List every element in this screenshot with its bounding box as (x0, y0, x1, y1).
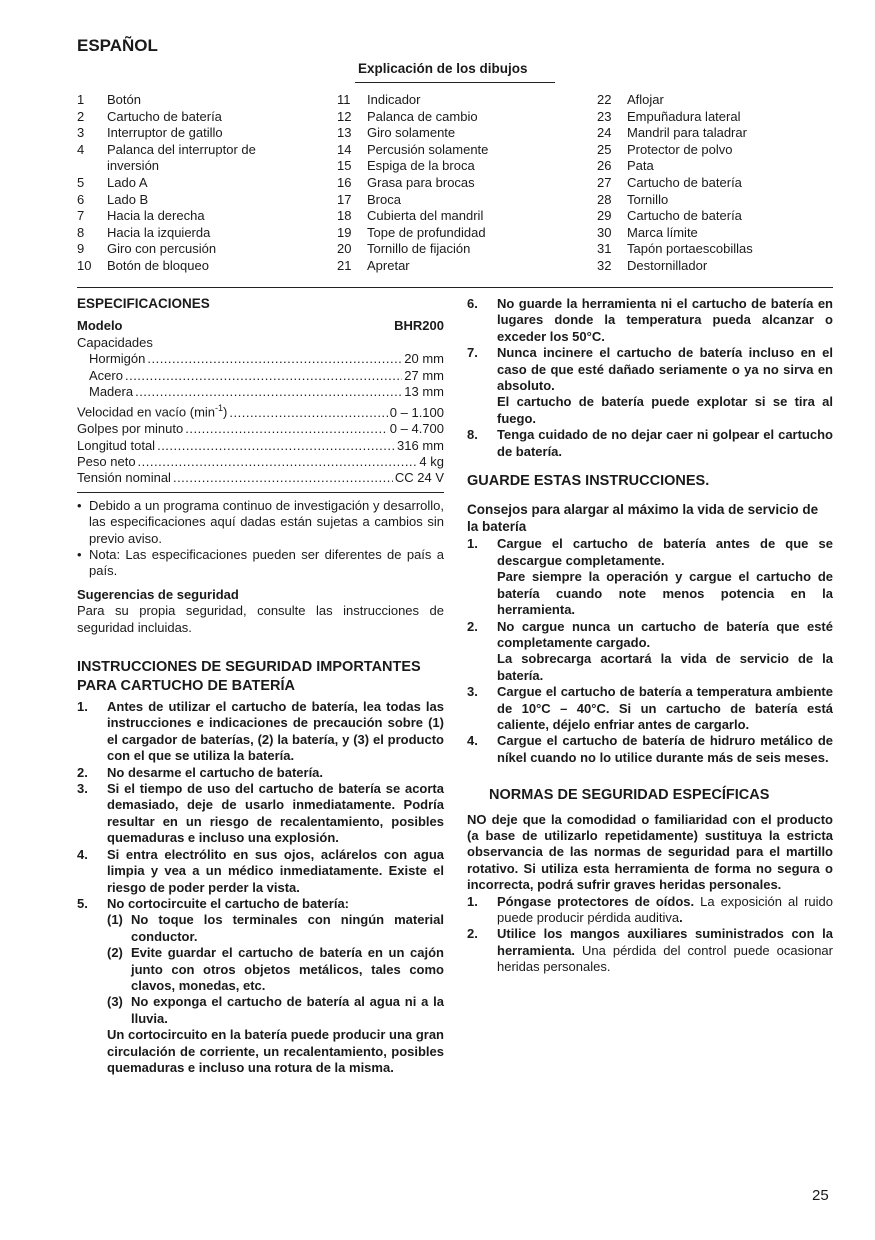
part-item (337, 241, 567, 258)
part-item (597, 208, 833, 225)
part-item (77, 92, 307, 109)
part-number: 5 (77, 174, 85, 190)
spec-value: 13 mm (404, 384, 444, 400)
battery-life-number: 3. (467, 684, 478, 700)
spec-row (77, 384, 444, 400)
spec-leader (185, 421, 388, 437)
part-item (337, 208, 567, 225)
model-value: BHR200 (394, 318, 444, 334)
battery-safety-item (77, 765, 444, 781)
part-number: 1 (77, 92, 85, 107)
part-number: 26 (597, 158, 612, 174)
part-item (337, 142, 567, 159)
part-label: Espiga de la broca (367, 158, 475, 174)
battery-safety-text (497, 427, 833, 460)
battery-safety-item (77, 781, 444, 847)
battery-life-heading: Consejos para alargar al máximo la vida de servicio de la batería (467, 502, 819, 535)
part-number: 6 (77, 191, 85, 207)
part-item (77, 208, 307, 225)
spec-value: 20 mm (404, 351, 444, 367)
battery-safety-sub-main: No toque los terminales con ningún material conductor. (131, 912, 444, 944)
item5-tail-text: Un cortocircuito en la batería puede producir una gran circulación de corriente, un recalentamiento, posibles quemaduras e incluso una rotura de la misma. (107, 1027, 444, 1075)
battery-safety-number: 6. (467, 296, 478, 311)
battery-life-item (467, 536, 833, 618)
drawings-title: Explicación de los dibujos (358, 61, 528, 76)
specific-rule-text (497, 926, 833, 975)
battery-safety-main: No desarme el cartucho de batería. (107, 764, 324, 780)
specs-heading: ESPECIFICACIONES (77, 296, 210, 311)
part-item (597, 225, 833, 242)
parts-column-2 (337, 92, 567, 275)
battery-safety-main: Si el tiempo de uso del cartucho de batería se acorta demasiado, deje de usarlo inmediatamente. Podría resultar en un riesgo de recalentamiento, posibles quemaduras e incluso una explosión. (107, 781, 444, 846)
battery-life-item (467, 684, 833, 733)
specific-rules-heading: NORMAS DE SEGURIDAD ESPECÍFICAS (489, 787, 770, 804)
part-item (597, 109, 833, 126)
battery-safety-text (107, 847, 444, 896)
battery-life-text (497, 733, 833, 766)
bullet-mark: • (77, 497, 82, 513)
battery-life-text (497, 684, 833, 733)
part-number: 18 (337, 208, 352, 224)
part-item (77, 225, 307, 242)
part-label: Tornillo (627, 191, 669, 207)
part-item (77, 192, 307, 209)
battery-life-number: 1. (467, 536, 478, 552)
left-column (77, 296, 444, 1076)
safety-tips-text: Para su propia seguridad, consulte las instrucciones de seguridad incluidas. (77, 603, 444, 635)
part-item (337, 192, 567, 209)
battery-safety-sub-text (131, 912, 444, 945)
spec-note-text: Debido a un programa continuo de investigación y desarrollo, las especificaciones aquí dadas están sujetas a cambios sin previo aviso. (89, 497, 444, 546)
part-label: Grasa para brocas (367, 174, 475, 190)
part-item (77, 241, 307, 258)
spec-value: 0 – 4.700 (389, 421, 444, 437)
battery-life-extra: Pare siempre la operación y cargue el cartucho de batería cuando note menos potencia en la herramienta. (497, 569, 833, 618)
part-number: 22 (597, 92, 612, 107)
battery-life-main: No cargue nunca un cartucho de batería que esté completamente cargado. (497, 618, 833, 650)
spec-rows (77, 351, 444, 487)
save-instructions-heading: GUARDE ESTAS INSTRUCCIONES. (467, 473, 710, 490)
battery-safety-text (107, 765, 444, 781)
battery-safety-number: 3. (77, 781, 88, 797)
spec-notes (77, 498, 444, 580)
battery-safety-heading: INSTRUCCIONES DE SEGURIDAD IMPORTANTES PARA CARTUCHO DE BATERÍA (77, 659, 421, 695)
part-number: 7 (77, 208, 85, 224)
spec-value: 0 – 1.100 (389, 404, 444, 420)
spec-row (77, 438, 444, 454)
part-label: Cubierta del mandril (367, 208, 484, 224)
battery-life-main: Cargue el cartucho de batería a temperatura ambiente de 10°C – 40°C. Si un cartucho de batería está caliente, déjelo enfriar antes de cargarlo. (497, 684, 833, 732)
part-label: Cartucho de batería (627, 208, 742, 224)
specific-rule-number: 2. (467, 926, 478, 942)
battery-safety-text (107, 781, 444, 847)
battery-safety-sub-number: (1) (107, 912, 123, 928)
part-label: Aflojar (627, 92, 664, 107)
part-item (597, 175, 833, 192)
part-label: Destornillador (627, 257, 708, 273)
spec-row (77, 421, 444, 437)
right-column (467, 296, 833, 976)
part-number: 10 (77, 257, 92, 273)
part-number: 19 (337, 224, 352, 240)
part-label: Giro con percusión (107, 241, 217, 257)
part-label: Mandril para taladrar (627, 125, 747, 141)
spec-label: Longitud total (77, 437, 156, 453)
spec-value: 27 mm (404, 367, 444, 383)
battery-safety-extra: El cartucho de batería puede explotar si se tira al fuego. (497, 394, 833, 426)
safety-tips-heading: Sugerencias de seguridad (77, 586, 239, 602)
battery-safety-item (77, 847, 444, 896)
spec-note (77, 547, 444, 580)
part-number: 25 (597, 141, 612, 157)
part-label: Broca (367, 191, 401, 207)
parts-column-1 (77, 92, 307, 275)
part-label: Giro solamente (367, 125, 456, 141)
spec-label: Acero (89, 367, 123, 383)
battery-safety-sub-main: Evite guardar el cartucho de batería en un cajón junto con otros objetos metálicos, tales como clavos, monedas, etc. (131, 945, 444, 993)
part-item (337, 125, 567, 142)
part-number: 3 (77, 125, 85, 141)
part-item (77, 125, 307, 142)
battery-life-list (467, 536, 833, 766)
part-item (337, 175, 567, 192)
battery-safety-list (77, 699, 444, 912)
battery-life-number: 4. (467, 733, 478, 749)
battery-safety-number: 4. (77, 846, 88, 862)
part-label: Botón (107, 92, 141, 107)
part-number: 2 (77, 108, 85, 124)
battery-safety-number: 7. (467, 345, 478, 361)
battery-life-item (467, 619, 833, 685)
specific-rule-text (497, 894, 833, 927)
specific-rules-intro: NO deje que la comodidad o familiaridad con el producto (a base de utilizarlo repetidamente) sustituya la estricta observancia de las normas de seguridad para el martillo rotativo. Si utiliza esta herramienta de forma no segura o incorrecta, podrá sufrir graves heridas personales. (467, 811, 833, 893)
part-number: 13 (337, 125, 352, 141)
part-label: Apretar (367, 257, 410, 273)
language-heading: ESPAÑOL (77, 36, 158, 55)
part-label: Percusión solamente (367, 141, 489, 157)
parts-column-3 (597, 92, 833, 275)
part-item (597, 158, 833, 175)
part-number: 12 (337, 108, 352, 124)
specific-rule-bold: Utilice los mangos auxiliares suministrados con la herramienta. (497, 926, 833, 958)
spec-note (77, 498, 444, 547)
battery-safety-item (467, 427, 833, 460)
spec-row (77, 368, 444, 384)
part-label: Hacia la izquierda (107, 224, 211, 240)
battery-safety-list-cont (467, 296, 833, 460)
spec-row (77, 351, 444, 367)
spec-note-text: Nota: Las especificaciones pueden ser diferentes de país a país. (89, 547, 444, 579)
part-label: Marca límite (627, 224, 698, 240)
part-label: Tornillo de fijación (367, 241, 471, 257)
part-item (337, 109, 567, 126)
part-number: 9 (77, 241, 85, 257)
section-divider (77, 287, 833, 288)
spec-value: 4 kg (419, 453, 444, 469)
part-item (597, 192, 833, 209)
part-number: 24 (597, 125, 612, 141)
part-number: 31 (597, 241, 612, 257)
battery-safety-sub-item (107, 912, 444, 945)
spec-label-sup: -1 (215, 403, 224, 414)
spec-label: Madera (89, 384, 134, 400)
bullet-mark: • (77, 547, 82, 563)
battery-safety-number: 1. (77, 699, 88, 715)
battery-safety-text (107, 699, 444, 765)
part-item (77, 109, 307, 126)
part-number: 17 (337, 191, 352, 207)
battery-safety-main: Tenga cuidado de no dejar caer ni golpear el cartucho de batería. (497, 427, 833, 459)
spec-label: Tensión nominal (77, 470, 171, 486)
spec-label: Hormigón (89, 351, 146, 367)
model-row (77, 318, 444, 334)
battery-life-text (497, 536, 833, 618)
part-number: 27 (597, 174, 612, 190)
part-item (597, 258, 833, 275)
part-number: 16 (337, 174, 352, 190)
part-label: Hacia la derecha (107, 208, 205, 224)
model-label: Modelo (77, 318, 123, 334)
capacities-label: Capacidades (77, 334, 153, 350)
specific-rules-list (467, 894, 833, 976)
spec-leader (229, 405, 387, 421)
battery-safety-number: 8. (467, 427, 478, 443)
part-label: Botón de bloqueo (107, 257, 209, 273)
specific-rule-bold: Póngase protectores de oídos. (497, 893, 695, 909)
battery-safety-sub-number: (2) (107, 945, 123, 961)
part-label: Palanca del interruptor de inversión (107, 141, 256, 174)
battery-safety-text (497, 296, 833, 345)
battery-safety-sub-item (107, 994, 444, 1027)
spec-leader (147, 351, 402, 367)
part-number: 20 (337, 241, 352, 257)
item5-tail (77, 1027, 444, 1076)
spec-leader (125, 368, 402, 384)
part-item (597, 142, 833, 159)
battery-life-text (497, 619, 833, 685)
battery-safety-sublist (77, 912, 444, 1027)
part-label: Lado A (107, 174, 148, 190)
battery-safety-item (467, 345, 833, 427)
part-item (77, 142, 307, 175)
battery-safety-item (77, 896, 444, 912)
battery-safety-sub-text (131, 994, 444, 1027)
part-number: 28 (597, 191, 612, 207)
part-item (597, 241, 833, 258)
part-number: 23 (597, 108, 612, 124)
battery-safety-sub-item (107, 945, 444, 994)
part-item (337, 92, 567, 109)
spec-row (77, 400, 444, 421)
part-number: 4 (77, 141, 85, 157)
part-label: Cartucho de batería (107, 108, 222, 124)
battery-safety-main: No guarde la herramienta ni el cartucho de batería en lugares donde la temperatura pueda alcanzar o exceder los 50°C. (497, 296, 833, 344)
battery-safety-text (107, 896, 444, 912)
part-item (597, 92, 833, 109)
battery-life-item (467, 733, 833, 766)
part-label: Lado B (107, 191, 149, 207)
part-label: Cartucho de batería (627, 174, 742, 190)
part-label: Empuñadura lateral (627, 108, 741, 124)
part-item (337, 225, 567, 242)
part-item (337, 158, 567, 175)
part-label: Protector de polvo (627, 141, 733, 157)
battery-safety-sub-main: No exponga el cartucho de batería al agua ni a la lluvia. (131, 994, 444, 1026)
spec-row (77, 470, 444, 486)
part-number: 32 (597, 257, 612, 273)
spec-value: 316 mm (397, 437, 444, 453)
spec-value: CC 24 V (394, 470, 444, 486)
specific-rule-normal: Una pérdida del control puede ocasionar heridas personales. (497, 942, 833, 975)
page-number: 25 (812, 1187, 829, 1204)
battery-life-main: Cargue el cartucho de batería antes de que se descargue completamente. (497, 536, 833, 568)
spec-leader (135, 384, 402, 400)
part-number: 8 (77, 224, 85, 240)
part-number: 29 (597, 208, 612, 224)
specific-rule-normal: La exposición al ruido puede producir pérdida auditiva (497, 893, 833, 925)
battery-safety-main: Si entra electrólito en sus ojos, aclárelos con agua limpia y vea a un médico inmediatamente. Existe el riesgo de poder perder la vista. (107, 846, 444, 895)
spec-leader (138, 454, 418, 470)
battery-safety-item (467, 296, 833, 345)
part-item (77, 258, 307, 275)
spec-label: Velocidad en vacío $(\min^{-1})$ (77, 403, 228, 420)
part-item (77, 175, 307, 192)
battery-safety-text (497, 345, 833, 427)
battery-safety-main: Antes de utilizar el cartucho de batería, lea todas las instrucciones e indicaciones de precaución sobre (1) el cargador de baterías, (2) la batería, y (3) el producto con el que se utiliza la batería. (107, 699, 444, 764)
battery-safety-number: 2. (77, 764, 88, 780)
part-item (597, 125, 833, 142)
part-number: 14 (337, 141, 352, 157)
part-label: Tapón portaescobillas (627, 241, 753, 257)
part-label: Interruptor de gatillo (107, 125, 223, 141)
spec-leader (173, 470, 393, 486)
specific-rule-bold-end: . (679, 910, 683, 925)
battery-safety-main: Nunca incinere el cartucho de batería incluso en el caso de que esté dañado seriamente o ya no sirva en absoluto. (497, 345, 833, 394)
battery-life-extra: La sobrecarga acortará la vida de servicio de la batería. (497, 651, 833, 683)
battery-safety-sub-text (131, 945, 444, 994)
part-number: 30 (597, 224, 612, 240)
title-underline (355, 82, 555, 83)
spec-label: Peso neto (77, 453, 136, 469)
part-item (337, 258, 567, 275)
part-label: Indicador (367, 92, 421, 107)
battery-safety-main: No cortocircuite el cartucho de batería: (107, 895, 350, 911)
part-label: Palanca de cambio (367, 108, 478, 124)
specific-rule-number: 1. (467, 893, 478, 909)
part-label: Pata (627, 158, 654, 174)
part-label: Tope de profundidad (367, 224, 486, 240)
battery-life-number: 2. (467, 618, 478, 634)
part-number: 11 (337, 92, 351, 107)
spec-divider (77, 492, 444, 493)
battery-safety-item (77, 699, 444, 765)
part-number: 21 (337, 257, 352, 273)
spec-row (77, 454, 444, 470)
battery-life-main: Cargue el cartucho de batería de hidruro metálico de níkel cuando no lo utilice durante más de seis meses. (497, 733, 833, 765)
specific-rule-item (467, 926, 833, 975)
battery-safety-number: 5. (77, 895, 88, 911)
part-number: 15 (337, 158, 352, 174)
battery-safety-sub-number: (3) (107, 994, 123, 1010)
spec-leader (157, 438, 395, 454)
spec-label: Golpes por minuto (77, 421, 184, 437)
specific-rule-item (467, 894, 833, 927)
